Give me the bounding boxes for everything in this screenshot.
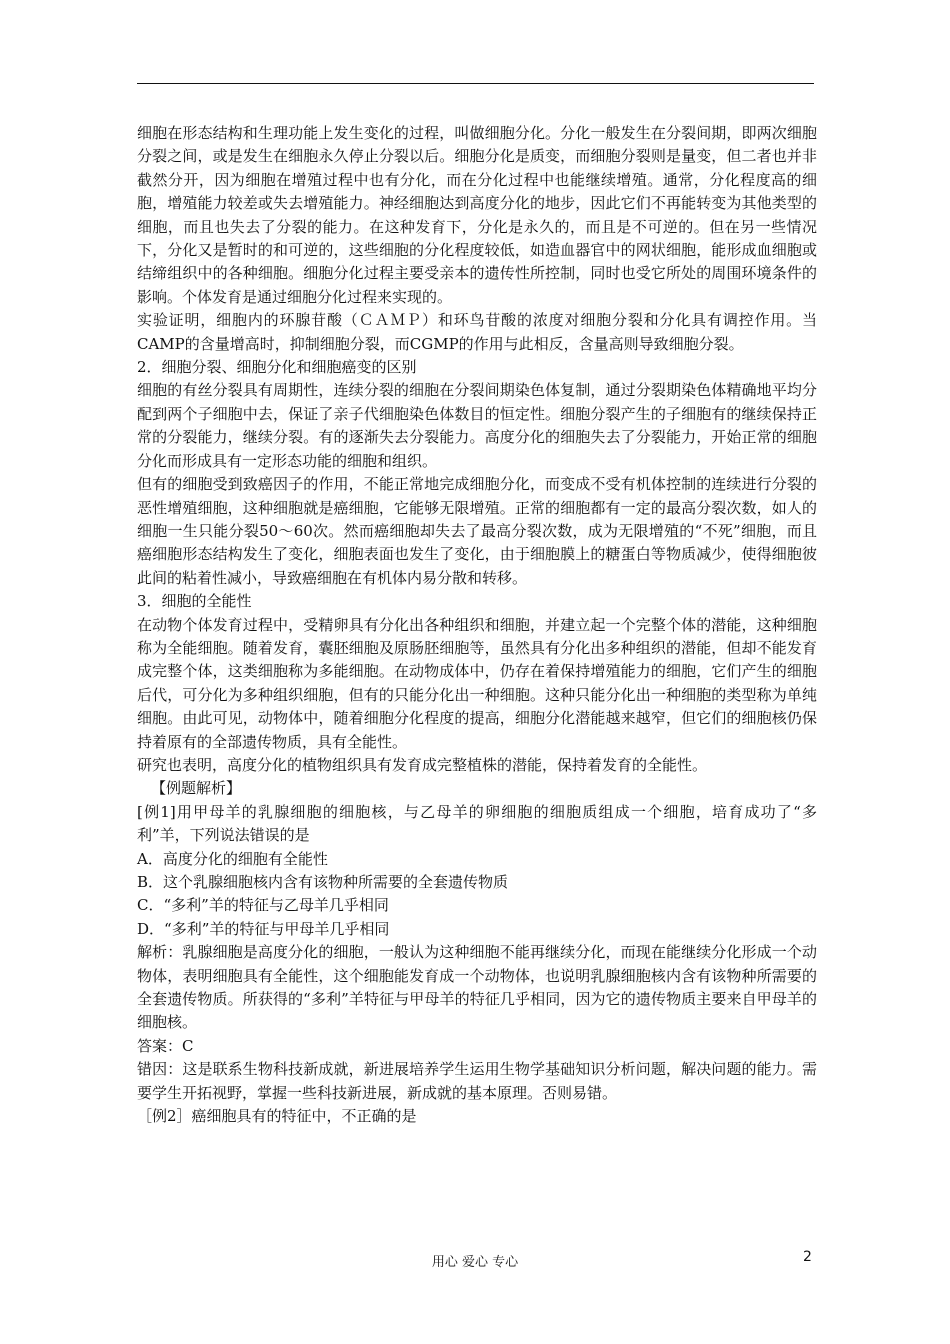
paragraph-cell-differentiation: 细胞在形态结构和生理功能上发生变化的过程，叫做细胞分化。分化一般发生在分裂间期，即两次细胞分裂之间，或是发生在细胞永久停止分裂以后。细胞分化是质变，而细胞分裂则是量变，但二者也并非截然分开，因为细胞在增殖过程中也有分化，而在分化过程中也能继续增殖。通常，分化程度高的细胞，增殖能力较差或失去增殖能力。神经细胞达到高度分化的地步，因此它们不再能转变为其他类型的细胞，而且也失去了分裂的能力。在这种发育下，分化是永久的，而且是不可逆的。但在另一些情况下，分化又是暂时的和可逆的，这些细胞的分化程度较低，如造血器官中的网状细胞，能形成血细胞或结缔组织中的各种细胞。细胞分化过程主要受亲本的遗传性所控制，同时也受它所处的周围环境条件的影响。个体发育是通过细胞分化过程来实现的。 [137, 124, 817, 306]
page-number: 2 [803, 1249, 812, 1265]
document-body [137, 122, 817, 1128]
option-a: A．高度分化的细胞有全能性 [137, 849, 328, 868]
example-2-question: ［例2］癌细胞具有的特征中，不正确的是 [137, 1107, 417, 1126]
paragraph-totipotency: 在动物个体发育过程中，受精卵具有分化出各种组织和细胞，并建立起一个完整个体的潜能，这种细胞称为全能细胞。随着发育，囊胚细胞及原肠胚细胞等，虽然具有分化出多种组织的潜能，但却不能发育成完整个体，这类细胞称为多能细胞。在动物成体中，仍存在着保持增殖能力的细胞，它们产生的细胞后代，可分化为多种组织细胞，但有的只能分化出一种细胞。这种只能分化出一种细胞的类型称为单纯细胞。由此可见，动物体中，随着细胞分化程度的提高，细胞分化潜能越来越窄，但它们的细胞核仍保持着原有的全部遗传物质，具有全能性。 [137, 615, 817, 751]
example-1-answer: 答案：C [137, 1036, 194, 1055]
header-rule [137, 83, 814, 84]
paragraph-camp-experiment: 实验证明，细胞内的环腺苷酸（ＣＡＭＰ）和环鸟苷酸的浓度对细胞分裂和分化具有调控作用。当CAMP的含量增高时，抑制细胞分裂，而CGMP的作用与此相反，含量高则导致细胞分裂。 [137, 311, 817, 353]
option-c: C．“多利”羊的特征与乙母羊几乎相同 [137, 896, 389, 915]
option-b: B．这个乳腺细胞核内含有该物种所需要的全套遗传物质 [137, 873, 509, 891]
paragraph-plant-totipotency: 研究也表明，高度分化的植物组织具有发育成完整植株的潜能，保持着发育的全能性。 [137, 755, 708, 774]
paragraph-cancer-cells: 但有的细胞受到致癌因子的作用，不能正常地完成细胞分化，而变成不受有机体控制的连续进行分裂的恶性增殖细胞，这种细胞就是癌细胞，它能够无限增殖。正常的细胞都有一定的最高分裂次数，如人的细胞一生只能分裂50～60次。然而癌细胞却失去了最高分裂次数，成为无限增殖的“不死”细胞，而且癌细胞形态结构发生了变化，细胞表面也发生了变化，由于细胞膜上的糖蛋白等物质减少，使得细胞彼此间的粘着性减小，导致癌细胞在有机体内易分散和转移。 [137, 475, 817, 587]
example-1-analysis: 解析：乳腺细胞是高度分化的细胞，一般认为这种细胞不能再继续分化，而现在能继续分化形成一个动物体，表明细胞具有全能性，这个细胞能发育成一个动物体，也说明乳腺细胞核内含有该物种所需要的全套遗传物质。所获得的“多利”羊特征与甲母羊的特征几乎相同，因为它的遗传物质主要来自甲母羊的细胞核。 [137, 943, 817, 1032]
example-1-question: [例1]用甲母羊的乳腺细胞的细胞核，与乙母羊的卵细胞的细胞质组成一个细胞，培育成功了“多利”羊，下列说法错误的是 [137, 802, 817, 845]
option-d: D．“多利”羊的特征与甲母羊几乎相同 [137, 919, 390, 938]
section-heading-2: 2．细胞分裂、细胞分化和细胞癌变的区别 [137, 358, 417, 377]
example-1-error-reason: 错因：这是联系生物科技新成就，新进展培养学生运用生物学基础知识分析问题，解决问题的能力。需要学生开拓视野，掌握一些科技新进展，新成就的基本原理。否则易错。 [137, 1060, 817, 1102]
paragraph-mitosis: 细胞的有丝分裂具有周期性，连续分裂的细胞在分裂间期染色体复制，通过分裂期染色体精确地平均分配到两个子细胞中去，保证了亲子代细胞染色体数目的恒定性。细胞分裂产生的子细胞有的继续保持正常的分裂能力，继续分裂。有的逐渐失去分裂能力。高度分化的细胞失去了分裂能力，开始正常的细胞分化而形成具有一定形态功能的细胞和组织。 [137, 381, 817, 470]
footer-motto: 用心 爱心 专心 [431, 1255, 519, 1270]
section-heading-3: 3．细胞的全能性 [137, 592, 252, 611]
example-analysis-heading: 【例题解析】 [151, 779, 242, 798]
